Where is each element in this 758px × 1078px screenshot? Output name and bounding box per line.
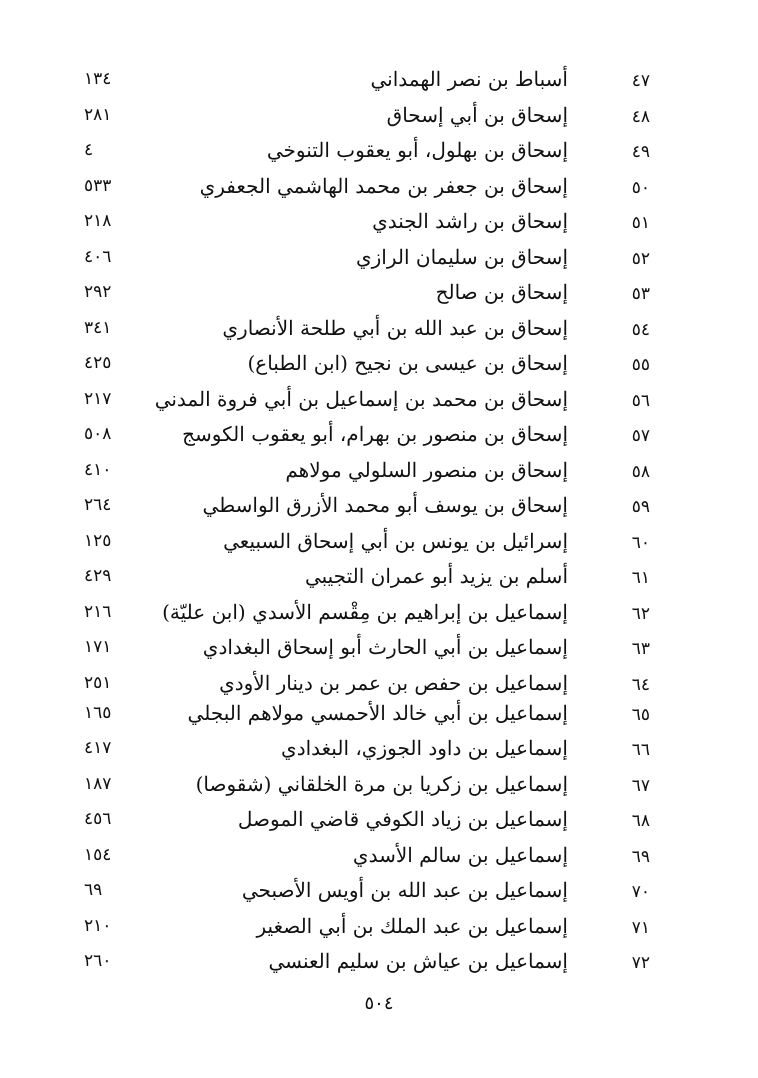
entry-page-ref: ٢٨١ [84, 104, 112, 125]
index-entry [0, 275, 758, 311]
entry-name: أسباط بن نصر الهمداني [370, 67, 568, 91]
index-entry [0, 838, 758, 874]
entry-page-ref: ٤٠٦ [84, 246, 112, 267]
entry-page-ref: ١٨٧ [84, 773, 112, 794]
entry-number: ٦٢ [631, 603, 650, 624]
entry-name: إسماعيل بن عبد الله بن أويس الأصبحي [241, 878, 568, 902]
index-entry [0, 453, 758, 489]
entry-name: إسحاق بن صالح [435, 280, 568, 304]
index-entry [0, 696, 758, 732]
entry-page-ref: ١٧١ [84, 637, 112, 657]
entry-page-ref: ٢٦٤ [84, 495, 112, 515]
entry-page-ref: ٢١٦ [84, 601, 112, 622]
entry-page-ref: ٢١٠ [84, 915, 112, 936]
entry-number: ٦٣ [631, 639, 650, 659]
entry-page-ref: ٢١٧ [84, 388, 112, 409]
index-list [0, 62, 758, 980]
entry-number: ٥٢ [631, 248, 650, 269]
index-entry [0, 382, 758, 418]
entry-number: ٦٦ [631, 740, 650, 760]
entry-name: إسحاق بن سليمان الرازي [355, 244, 568, 269]
entry-number: ٧١ [631, 917, 650, 938]
entry-number: ٦٩ [631, 846, 650, 867]
entry-page-ref: ١٢٥ [84, 530, 112, 551]
entry-name: إسماعيل بن عبد الملك بن أبي الصغير [256, 913, 568, 938]
entry-number: ٦٨ [631, 811, 650, 831]
entry-page-ref: ١٥٤ [84, 844, 112, 865]
entry-number: ٥٣ [631, 284, 650, 304]
entry-number: ٥١ [631, 213, 650, 233]
entry-name: إسحاق بن عيسى بن نجيح (ابن الطباع) [247, 351, 568, 375]
entry-page-ref: ٤١٧ [84, 738, 112, 758]
entry-name: إسماعيل بن حفص بن عمر بن دينار الأودي [219, 670, 568, 695]
page-number: ٥٠٤ [364, 993, 394, 1014]
entry-page-ref: ٥٣٣ [84, 175, 112, 196]
entry-name: إسحاق بن جعفر بن محمد الهاشمي الجعفري [199, 173, 568, 198]
entry-name: إسماعيل بن أبي الحارث أبو إسحاق البغدادي [202, 635, 568, 659]
entry-page-ref: ٤١٠ [84, 459, 112, 480]
index-entry [0, 559, 758, 595]
index-entry [0, 524, 758, 560]
entry-page-ref: ١٦٥ [84, 702, 112, 723]
entry-page-ref: ٢٦٠ [84, 951, 112, 971]
entry-number: ٤٨ [631, 106, 650, 127]
index-entry [0, 909, 758, 945]
entry-page-ref: ٤ [84, 140, 94, 160]
entry-number: ٥٦ [631, 390, 650, 411]
entry-number: ٧٢ [631, 953, 650, 973]
entry-page-ref: ٢٥١ [84, 672, 112, 693]
entry-number: ٦٠ [631, 532, 650, 553]
index-entry [0, 731, 758, 767]
entry-page-ref: ٤٢٥ [84, 353, 112, 373]
entry-name: إسحاق بن أبي إسحاق [386, 102, 568, 127]
index-entry [0, 666, 758, 696]
entry-page-ref: ٦٩ [84, 880, 103, 900]
index-entry [0, 311, 758, 347]
index-entry [0, 169, 758, 205]
index-entry [0, 98, 758, 134]
entry-number: ٥٠ [631, 177, 650, 198]
entry-name: إسماعيل بن داود الجوزي، البغدادي [281, 736, 568, 760]
index-entry [0, 802, 758, 838]
entry-name: إسماعيل بن إبراهيم بن مِقْسم الأسدي (ابن عليّة) [162, 599, 568, 624]
entry-number: ٧٠ [631, 882, 650, 902]
entry-name: إسحاق بن عبد الله بن أبي طلحة الأنصاري [222, 315, 568, 340]
entry-name: إسحاق بن راشد الجندي [372, 209, 568, 233]
entry-number: ٤٧ [631, 71, 650, 91]
entry-page-ref: ٢٩٢ [84, 282, 112, 302]
entry-name: إسماعيل بن زياد الكوفي قاضي الموصل [237, 807, 568, 831]
entry-page-ref: ٤٢٩ [84, 566, 112, 586]
index-entry [0, 944, 758, 980]
entry-name: إسحاق بن بهلول، أبو يعقوب التنوخي [266, 138, 568, 162]
entry-number: ٥٤ [631, 319, 650, 340]
index-entry [0, 595, 758, 631]
index-entry [0, 240, 758, 276]
entry-name: إسرائيل بن يونس بن أبي إسحاق السبيعي [223, 528, 568, 553]
entry-number: ٥٩ [631, 497, 650, 517]
entry-page-ref: ٣٤١ [84, 317, 112, 338]
index-entry [0, 62, 758, 98]
entry-name: إسماعيل بن زكريا بن مرة الخلقاني (شقوصا) [195, 771, 568, 796]
entry-number: ٤٩ [631, 142, 650, 162]
entry-name: إسحاق بن يوسف أبو محمد الأزرق الواسطي [202, 493, 568, 517]
index-entry [0, 630, 758, 666]
index-entry [0, 417, 758, 453]
index-entry [0, 204, 758, 240]
entry-page-ref: ٤٥٦ [84, 809, 112, 829]
entry-number: ٦١ [631, 568, 650, 588]
entry-number: ٦٧ [631, 775, 650, 796]
entry-number: ٥٨ [631, 461, 650, 482]
index-entry [0, 346, 758, 382]
entry-name: إسماعيل بن عياش بن سليم العنسي [268, 949, 568, 973]
entry-name: إسحاق بن منصور بن بهرام، أبو يعقوب الكوسج [182, 422, 568, 446]
entry-number: ٦٥ [631, 704, 650, 725]
entry-number: ٥٥ [631, 355, 650, 375]
entry-name: أسلم بن يزيد أبو عمران التجيبي [304, 564, 568, 588]
entry-number: ٥٧ [631, 426, 650, 446]
entry-name: إسحاق بن منصور السلولي مولاهم [285, 457, 568, 482]
index-entry [0, 767, 758, 803]
index-entry [0, 488, 758, 524]
entry-page-ref: ٥٠٨ [84, 424, 112, 444]
index-entry [0, 133, 758, 169]
index-entry [0, 873, 758, 909]
entry-page-ref: ٢١٨ [84, 211, 112, 231]
entry-page-ref: ١٣٤ [84, 69, 112, 89]
entry-name: إسماعيل بن سالم الأسدي [352, 842, 568, 867]
entry-number: ٦٤ [631, 674, 650, 695]
entry-name: إسماعيل بن أبي خالد الأحمسي مولاهم البجلي [187, 700, 568, 725]
entry-name: إسحاق بن محمد بن إسماعيل بن أبي فروة المدني [154, 386, 568, 411]
